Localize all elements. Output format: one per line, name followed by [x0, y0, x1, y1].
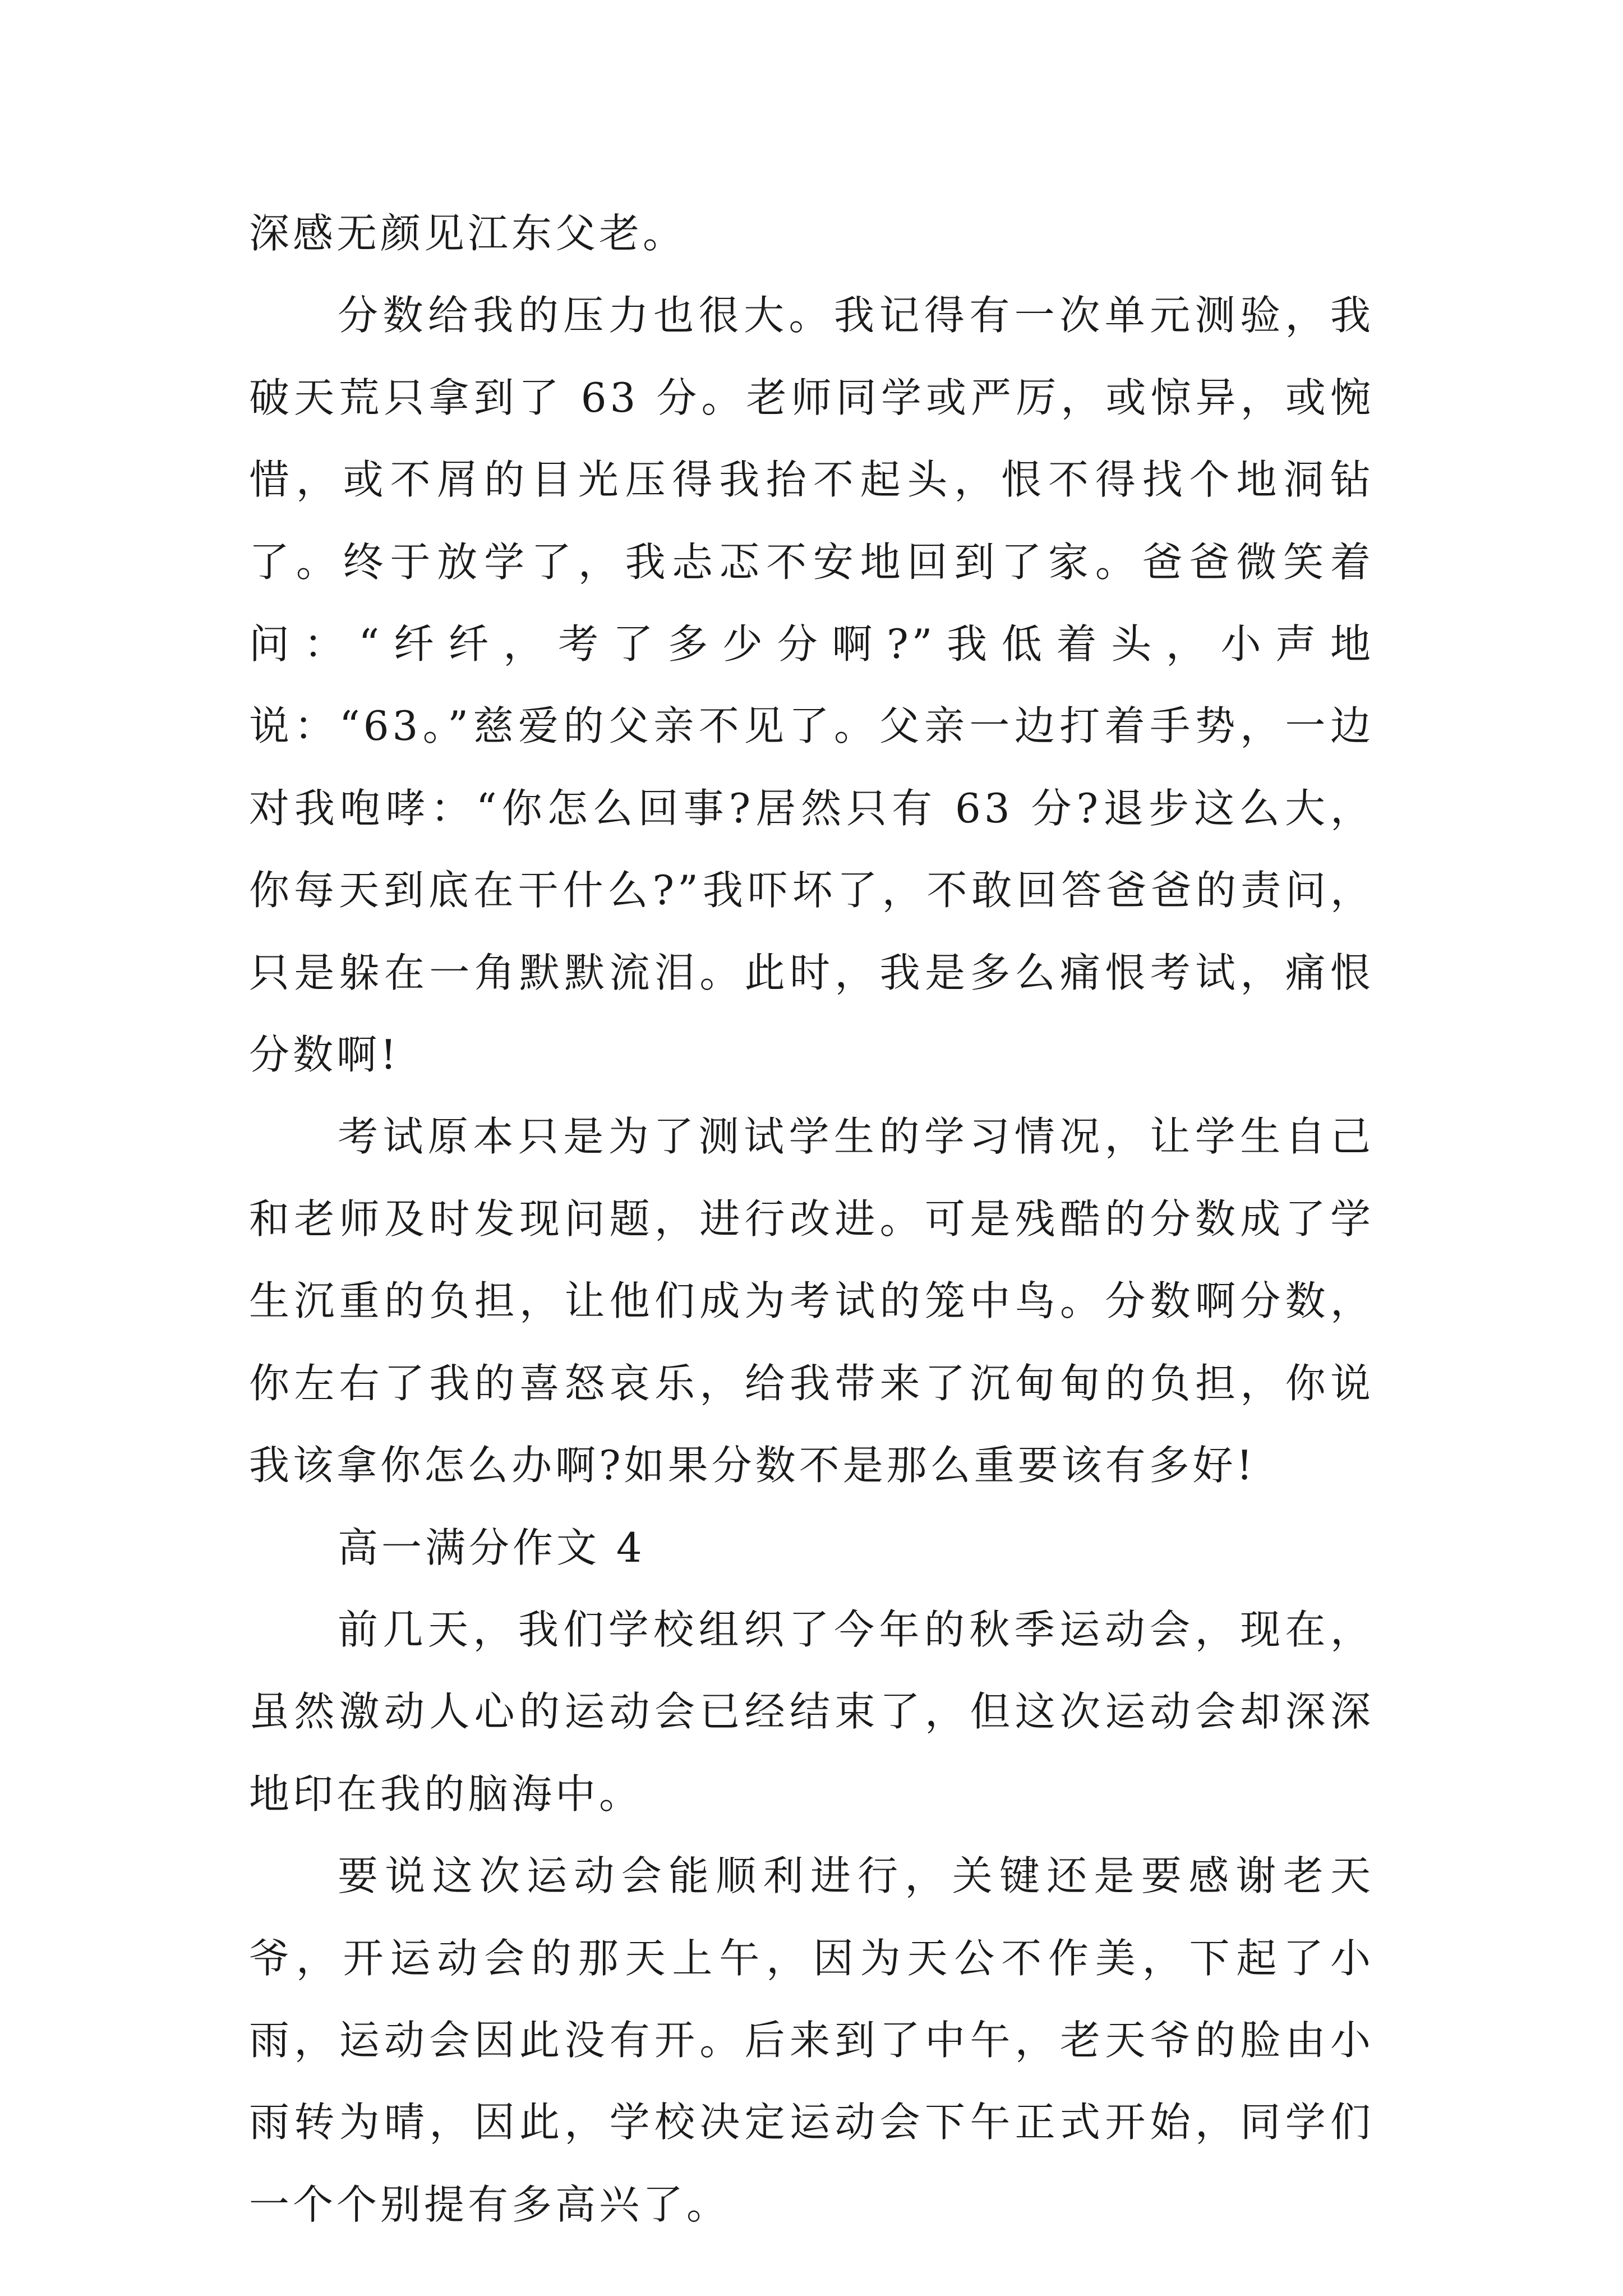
paragraph-continuation: 深感无颜见江东父老。 [249, 210, 687, 257]
paragraph-sports-meet-intro: 前几天，我们学校组织了今年的秋季运动会，现在，虽然激动人心的运动会已经结束了，但这次运动会却深深地印在我的脑海中。 [249, 1605, 1374, 1818]
paragraph-exam-purpose: 考试原本只是为了测试学生的学习情况，让学生自己和老师及时发现问题，进行改进。可是残酷的分数成了学生沉重的负担，让他们成为考试的笼中鸟。分数啊分数，你左右了我的喜怒哀乐，给我带来了沉甸甸的负担，你说我该拿你怎么办啊?如果分数不是那么重要该有多好! [249, 1113, 1374, 1489]
paragraph-score-pressure: 分数给我的压力也很大。我记得有一次单元测验，我破天荒只拿到了 63 分。老师同学或严厉，或惊异，或惋惜，或不屑的目光压得我抬不起头，恨不得找个地洞钻了。终于放学了，我忐忑不安地回到了家。爸爸微笑着问：“纤纤，考了多少分啊?”我低着头，小声地说：“63。”慈爱的父亲不见了。父亲一边打着手势，一边对我咆哮：“你怎么回事?居然只有 63 分?退步这么大，你每天到底在干什么?”我吓坏了，不敢回答爸爸的责问，只是躲在一角默默流泪。此时，我是多么痛恨考试，痛恨分数啊! [249, 292, 1374, 1079]
document-body [249, 192, 1374, 2246]
paragraph-sports-meet-weather: 要说这次运动会能顺利进行，关键还是要感谢老天爷，开运动会的那天上午，因为天公不作美，下起了小雨，运动会因此没有开。后来到了中午，老天爷的脸由小雨转为晴，因此，学校决定运动会下午正式开始，同学们一个个别提有多高兴了。 [249, 1852, 1374, 2228]
essay-heading: 高一满分作文 4 [338, 1524, 645, 1571]
